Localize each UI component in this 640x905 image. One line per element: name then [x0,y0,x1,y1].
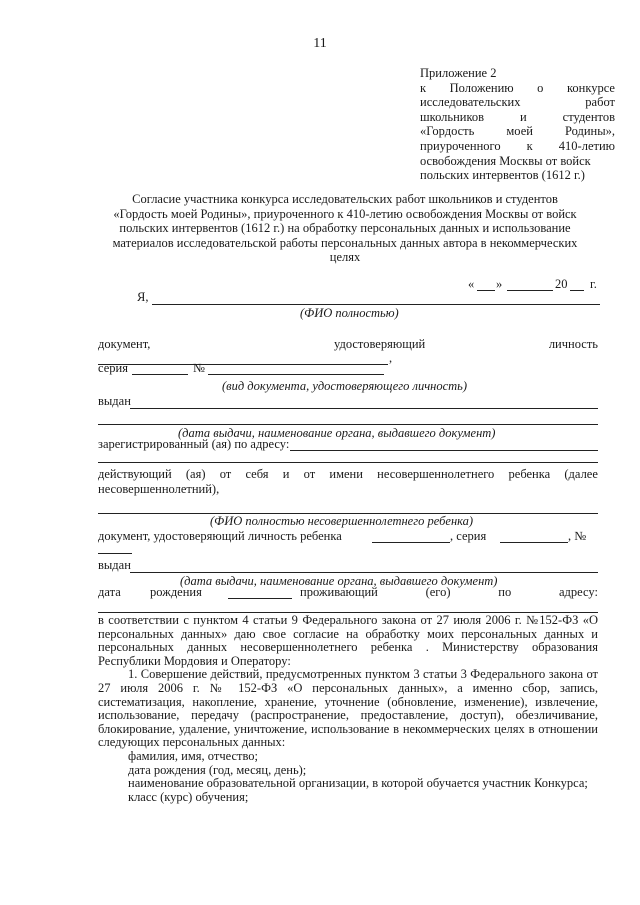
data-item: фамилия, имя, отчество; [128,748,259,763]
minor-label: несовершеннолетний), [98,482,220,496]
appendix-block [420,66,615,183]
birth-date-field[interactable] [228,598,292,599]
word: несовершеннолетнего [377,467,495,481]
fio-caption: (ФИО полностью) [300,306,399,320]
seriya-field[interactable] [132,374,188,375]
word: документ, [98,337,151,351]
title-line: «Гордость моей Родины», приуроченного к 410-летию освобождения Москвы от войск [113,206,577,221]
word: приуроченного [420,138,501,153]
word: 410-летию [558,138,615,153]
residence-line [300,585,598,600]
issue-caption: (дата выдачи, наименование органа, выдавшего документ) [178,426,496,440]
comma: , [389,351,393,365]
doc-type-caption: (вид документа, удостоверяющего личность) [222,379,468,393]
date-close-quote: » [496,277,503,291]
child-seriya-label: , серия [450,529,487,543]
appendix-line [420,139,615,154]
consent-body [98,614,598,804]
date-year-suffix: г. [590,277,597,291]
word: Положению [449,80,514,95]
nomer-field[interactable] [208,374,384,375]
vydan-field-2[interactable] [98,424,598,425]
date-day-blank[interactable] [477,290,495,291]
nomer-label: № [193,361,205,375]
title-line: Согласие участника конкурса исследовательских работ школьников и студентов [132,192,558,206]
word: по [498,585,512,599]
date-month-blank[interactable] [507,290,553,291]
word: школьников [420,109,485,124]
appendix-line: польских интервентов (1612 г.) [420,168,585,183]
word: ребенка [508,467,551,481]
ya-label: Я, [137,290,149,304]
date-open-quote: « [468,277,475,291]
appendix-line: Приложение 2 [420,66,497,80]
child-nomer-label: , № [568,529,587,543]
consent-title [90,192,600,265]
word: конкурсе [566,80,615,95]
birth-word: дата [98,585,121,599]
word: от [303,467,316,481]
appendix-line [420,95,615,110]
word: и [282,467,290,481]
child-nomer-field[interactable] [98,553,132,554]
word: действующий [98,467,172,481]
word: удостоверяющий [334,337,426,351]
data-item: дата рождения (год, месяц, день); [128,762,307,777]
appendix-line [420,110,615,125]
title-line: польских интервентов (1612 г.) на обработку персональных данных и использование [119,221,571,236]
word: к [420,80,427,95]
word: адресу: [559,585,598,599]
address-field[interactable] [290,450,598,451]
acting-line [98,467,598,482]
word: личность [548,337,598,351]
address-field-2[interactable] [98,462,598,463]
vydan-label: выдан [98,394,131,408]
word: Родины», [564,124,615,139]
child-doc-label: документ, удостоверяющий личность ребенка [98,529,342,543]
vydan2-field[interactable] [130,572,598,573]
data-item: класс (курс) обучения; [128,789,249,804]
word: исследовательских [420,95,521,110]
word: «Гордость [420,124,475,139]
word: к [526,138,533,153]
appendix-line [420,124,615,139]
registered-label: зарегистрированный (ая) по адресу: [98,437,290,451]
title-line: материалов исследовательской работы персональных данных автора в некоммерческих [112,235,578,250]
seriya-label: серия [98,361,128,375]
child-seriya-field[interactable] [500,542,568,543]
word: (далее [564,467,598,481]
word: (ая) [185,467,206,481]
minor-fio-caption: (ФИО полностью несовершеннолетнего ребенка) [210,514,474,528]
word: моей [506,124,533,139]
word: работ [585,95,615,110]
birth-word: рождения [150,585,202,599]
word: (его) [425,585,451,599]
issue-caption-2: (дата выдачи, наименование органа, выдавшего документ) [180,574,498,588]
child-doc-field[interactable] [372,542,450,543]
doc-line [98,337,598,352]
appendix-line: освобождения Москвы от войск [420,153,591,168]
body-paragraph: в соответствии с пунктом 4 статьи 9 Федерального закона от 27 июля 2006 г. №152-ФЗ «О персональных данных» даю свое согласие на обработку моих персональных данных и персональных данных несовершеннолетнего ребенка . Министерству образования Республики Мордовия и Оператору: [98,613,598,668]
vydan-field[interactable] [130,408,598,409]
word: от [219,467,232,481]
doc-field[interactable] [98,364,388,365]
page-number: 11 [313,36,327,51]
body-paragraph: 1. Совершение действий, предусмотренных пунктом 3 статьи 3 Федерального закона от 27 июля 2006 г. № 152-ФЗ «О персональных данных», а именно сбор, запись, систематизация, накопление, хранение, уточнение (обновление, изменение), извлечение, использование, передачу (распространение, предоставление, доступ), обезличивание, блокирование, удаление, уничтожение, использование в некоммерческих целях в отношении следующих персональных данных: [98,667,598,750]
word: о [537,80,544,95]
title-line: целях [329,250,361,265]
date-year-blank[interactable] [570,290,584,291]
date-year-prefix: 20 [555,277,568,291]
word: и [520,109,527,124]
word: себя [245,467,269,481]
word: имени [329,467,363,481]
data-item: наименование образовательной организации, в которой обучается участник Конкурса; [128,776,588,791]
word: студентов [562,109,615,124]
appendix-line [420,81,615,96]
fio-field[interactable] [152,304,600,305]
word: проживающий [300,585,378,599]
vydan2-label: выдан [98,558,131,572]
